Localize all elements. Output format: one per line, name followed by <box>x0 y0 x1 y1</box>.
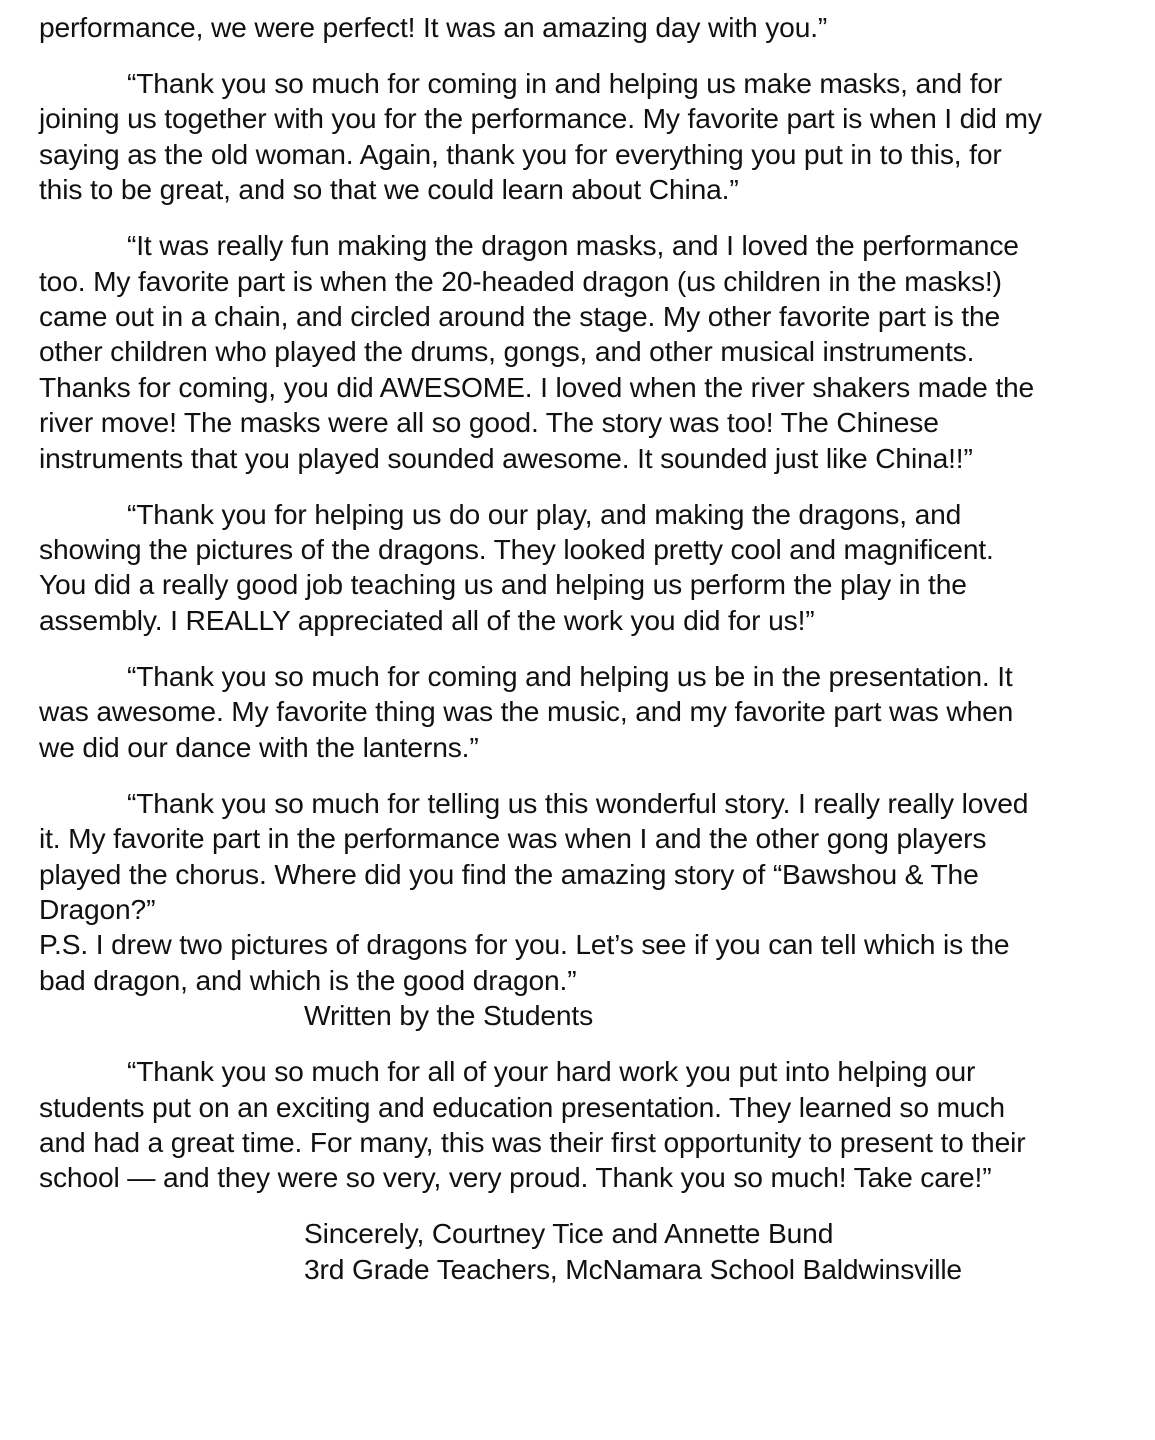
student-letter-5-group <box>39 786 1119 1034</box>
student-letter-4: “Thank you so much for coming and helping us be in the presentation. It was awesome. My favorite thing was the music, and my favorite part was when we did our dance with the lanterns.” <box>39 659 1014 763</box>
students-signature: Written by the Students <box>304 999 594 1032</box>
student-letter-2: “It was really fun making the dragon masks, and I loved the performance too. My favorite part is when the 20-headed dragon (us children in the masks!) came out in a chain, and circled around the stage. My other favorite part is the other children who played the drums, gongs, and other musical instruments. Thanks for coming, you did AWESOME. I loved when the river shakers made the river move! The masks were all so good. The story was too! The Chinese instruments that you played sounded awesome. It sounded just like China!!” <box>39 229 1035 474</box>
postscript: P.S. I drew two pictures of dragons for you. Let’s see if you can tell which is the bad dragon, and which is the good dragon.” <box>39 928 1010 996</box>
student-letter-3: “Thank you for helping us do our play, and making the dragons, and showing the pictures of the dragons. They looked pretty cool and magnificent. You did a really good job teaching us and helping us perform the play in the assembly. I REALLY appreciated all of the work you did for us!” <box>39 497 994 636</box>
closing-signature <box>304 1216 1119 1287</box>
opening-line: performance, we were perfect! It was an amazing day with you.” <box>39 11 828 43</box>
student-letter-5: “Thank you so much for telling us this wonderful story. I really really loved it. My favorite part in the performance was when I and the other gong players played the chorus. Where did you find the amazing story of “Bawshou & The Dragon?” <box>39 786 1029 925</box>
teacher-letter: “Thank you so much for all of your hard work you put into helping our students put on an exciting and education presentation. They learned so much and had a great time. For many, this was their first opportunity to present to their school — and they were so very, very proud. Thank you so much! Take care!” <box>39 1055 1026 1194</box>
document-page <box>39 10 1119 1287</box>
closing-line-2: 3rd Grade Teachers, McNamara School Baldwinsville <box>304 1252 962 1285</box>
closing-line-1: Sincerely, Courtney Tice and Annette Bund <box>304 1217 834 1250</box>
student-letter-1: “Thank you so much for coming in and helping us make masks, and for joining us together with you for the performance. My favorite part is when I did my saying as the old woman. Again, thank you for everything you put in to this, for this to be great, and so that we could learn about China.” <box>39 67 1042 206</box>
